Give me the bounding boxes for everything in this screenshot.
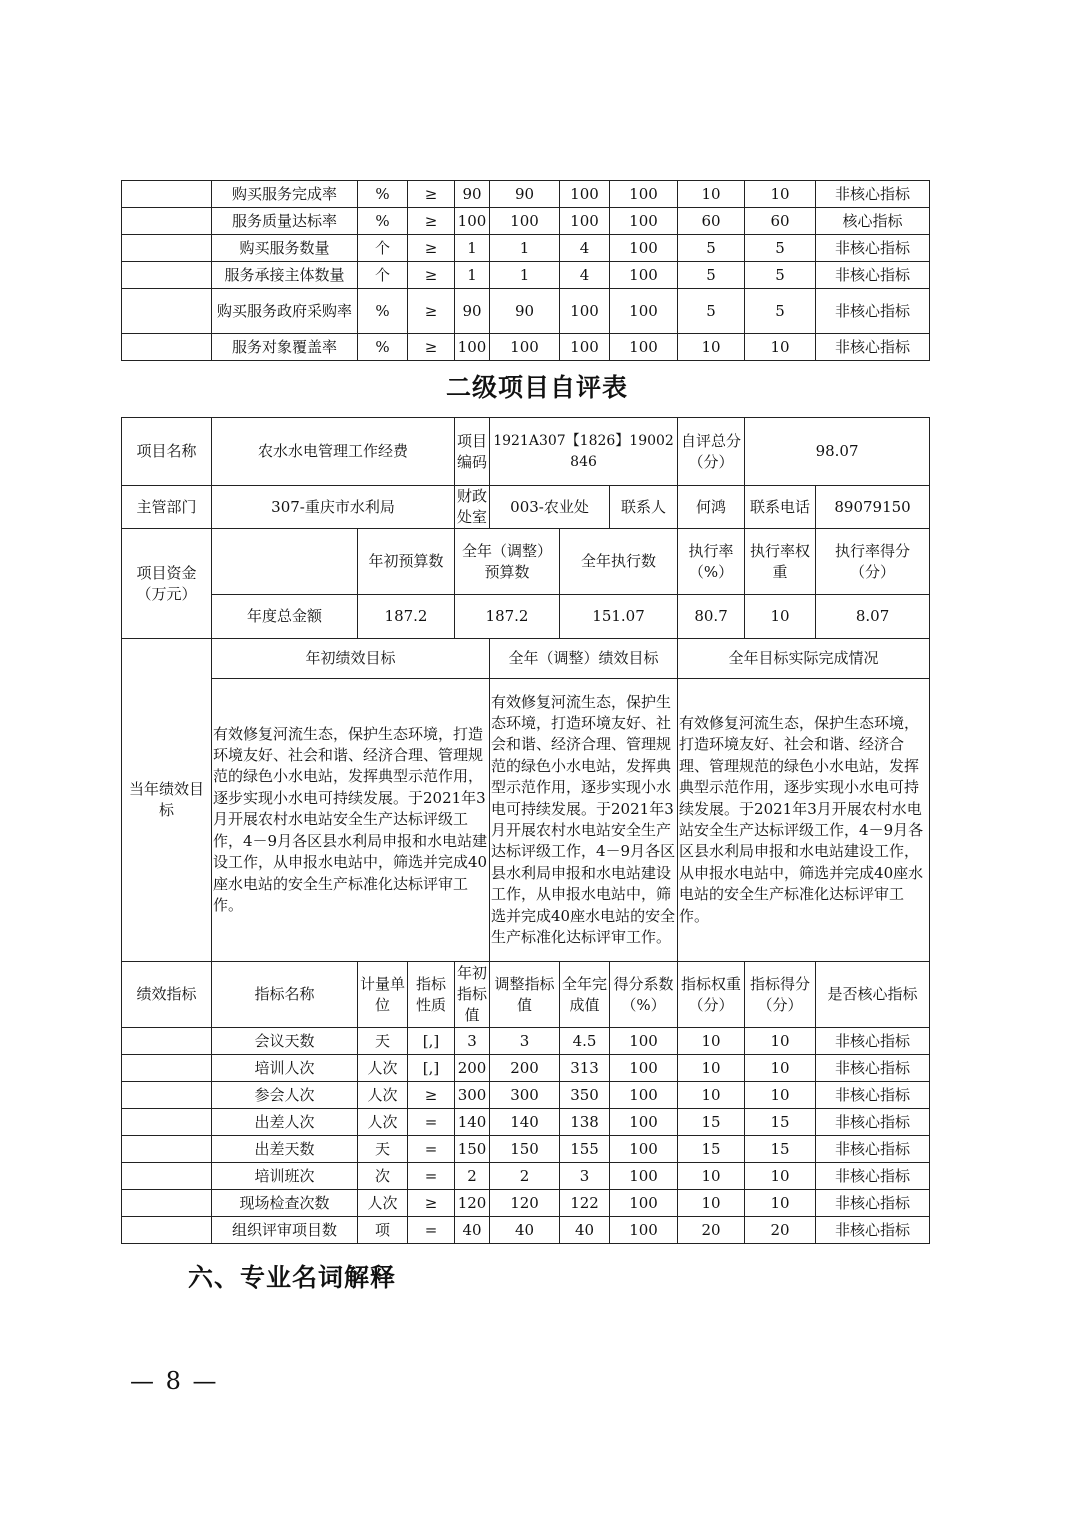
top-adjusted: 1 <box>490 235 560 262</box>
top-row <box>122 262 930 289</box>
top-weight: 10 <box>678 181 745 208</box>
top-nature: ≥ <box>408 262 455 289</box>
indicator-initial: 40 <box>455 1217 490 1244</box>
top-row <box>122 334 930 361</box>
top-core: 非核心指标 <box>816 181 930 208</box>
top-blank-cell <box>122 235 212 262</box>
indicator-weight: 20 <box>678 1217 745 1244</box>
project-code-label: 项目编码 <box>455 418 490 486</box>
top-blank-cell <box>122 181 212 208</box>
ind-h-unit: 计量单位 <box>358 962 408 1028</box>
goals-header-row <box>122 639 930 679</box>
indicator-blank-cell <box>122 1055 212 1082</box>
goals-label: 当年绩效目标 <box>122 639 212 962</box>
indicator-adjusted: 2 <box>490 1163 560 1190</box>
indicator-nature: ≥ <box>408 1082 455 1109</box>
indicator-adjusted: 120 <box>490 1190 560 1217</box>
indicator-core: 非核心指标 <box>816 1136 930 1163</box>
indicator-nature: [,] <box>408 1055 455 1082</box>
funds-weight: 10 <box>745 595 816 639</box>
indicator-initial: 3 <box>455 1028 490 1055</box>
ind-h-core: 是否核心指标 <box>816 962 930 1028</box>
top-score: 5 <box>745 289 816 334</box>
contact-value: 何鸿 <box>678 486 745 529</box>
indicator-row <box>122 1217 930 1244</box>
self-score-value: 98.07 <box>745 418 930 486</box>
indicator-initial: 120 <box>455 1190 490 1217</box>
dept-label: 主管部门 <box>122 486 212 529</box>
top-row <box>122 235 930 262</box>
top-unit: % <box>358 181 408 208</box>
indicator-score: 10 <box>745 1082 816 1109</box>
indicator-weight: 10 <box>678 1082 745 1109</box>
indicator-blank-cell <box>122 1163 212 1190</box>
top-blank-cell <box>122 289 212 334</box>
section-heading: 六、专业名词解释 <box>188 1263 397 1292</box>
top-weight: 5 <box>678 262 745 289</box>
top-unit: % <box>358 334 408 361</box>
indicator-name: 培训班次 <box>212 1163 358 1190</box>
indicator-score: 15 <box>745 1109 816 1136</box>
top-score: 10 <box>745 181 816 208</box>
ind-h-score: 指标得分（分） <box>745 962 816 1028</box>
funds-h-weight: 执行率权重 <box>745 529 816 595</box>
top-unit: 个 <box>358 262 408 289</box>
indicator-actual: 4.5 <box>560 1028 610 1055</box>
indicator-name: 出差人次 <box>212 1109 358 1136</box>
top-score: 5 <box>745 262 816 289</box>
indicator-nature: = <box>408 1136 455 1163</box>
indicator-unit: 人次 <box>358 1109 408 1136</box>
indicator-initial: 300 <box>455 1082 490 1109</box>
top-weight: 5 <box>678 289 745 334</box>
indicator-initial: 2 <box>455 1163 490 1190</box>
indicator-score: 10 <box>745 1028 816 1055</box>
goals-initial-text: 有效修复河流生态，保护生态环境，打造环境友好、社会和谐、经济合理、管理规范的绿色小水电站，发挥典型示范作用，逐步实现小水电可持续发展。于2021年3月开展农村水电站安全生产达标评级工作，4－9月各区县水利局申报和水电站建设工作，从申报水电站中，筛选并完成40座水电站的安全生产标准化达标评审工作。 <box>212 679 490 962</box>
top-blank-cell <box>122 262 212 289</box>
indicator-actual: 3 <box>560 1163 610 1190</box>
top-blank-cell <box>122 334 212 361</box>
top-name: 服务质量达标率 <box>212 208 358 235</box>
indicator-blank-cell <box>122 1217 212 1244</box>
indicator-coef: 100 <box>610 1136 678 1163</box>
indicator-row <box>122 1136 930 1163</box>
indicator-row <box>122 1163 930 1190</box>
indicator-unit: 人次 <box>358 1055 408 1082</box>
ind-h-initial: 年初指标值 <box>455 962 490 1028</box>
top-core: 非核心指标 <box>816 334 930 361</box>
page-title: 二级项目自评表 <box>445 373 628 402</box>
office-value: 003-农业处 <box>490 486 610 529</box>
indicator-core: 非核心指标 <box>816 1163 930 1190</box>
indicator-name: 参会人次 <box>212 1082 358 1109</box>
dept-value: 307-重庆市水利局 <box>212 486 455 529</box>
funds-blank-cell <box>212 529 358 595</box>
funds-header-row <box>122 529 930 595</box>
indicator-weight: 15 <box>678 1136 745 1163</box>
funds-row-label: 年度总金额 <box>212 595 358 639</box>
indicator-unit: 天 <box>358 1136 408 1163</box>
top-core: 核心指标 <box>816 208 930 235</box>
top-coef: 100 <box>610 262 678 289</box>
funds-adjusted: 187.2 <box>455 595 560 639</box>
department-row <box>122 486 930 529</box>
indicator-adjusted: 300 <box>490 1082 560 1109</box>
indicator-initial: 200 <box>455 1055 490 1082</box>
top-unit: 个 <box>358 235 408 262</box>
goals-text-row <box>122 679 930 962</box>
top-actual: 100 <box>560 289 610 334</box>
project-name-label: 项目名称 <box>122 418 212 486</box>
indicator-nature: = <box>408 1109 455 1136</box>
top-actual: 4 <box>560 262 610 289</box>
indicators-label: 绩效指标 <box>122 962 212 1028</box>
top-weight: 60 <box>678 208 745 235</box>
top-coef: 100 <box>610 235 678 262</box>
indicator-weight: 10 <box>678 1163 745 1190</box>
indicator-row <box>122 1055 930 1082</box>
funds-h-score: 执行率得分（分） <box>816 529 930 595</box>
indicator-adjusted: 40 <box>490 1217 560 1244</box>
contact-label: 联系人 <box>610 486 678 529</box>
indicator-score: 10 <box>745 1055 816 1082</box>
indicator-row <box>122 1109 930 1136</box>
indicator-coef: 100 <box>610 1055 678 1082</box>
indicator-core: 非核心指标 <box>816 1109 930 1136</box>
top-actual: 100 <box>560 208 610 235</box>
indicator-weight: 15 <box>678 1109 745 1136</box>
office-label: 财政处室 <box>455 486 490 529</box>
top-adjusted: 100 <box>490 334 560 361</box>
indicator-initial: 140 <box>455 1109 490 1136</box>
top-coef: 100 <box>610 334 678 361</box>
indicator-blank-cell <box>122 1190 212 1217</box>
indicator-row <box>122 1190 930 1217</box>
indicator-coef: 100 <box>610 1163 678 1190</box>
goals-h-initial: 年初绩效目标 <box>212 639 490 679</box>
top-coef: 100 <box>610 208 678 235</box>
top-initial: 90 <box>455 289 490 334</box>
indicator-actual: 155 <box>560 1136 610 1163</box>
top-adjusted: 100 <box>490 208 560 235</box>
indicator-nature: = <box>408 1163 455 1190</box>
goals-actual-text: 有效修复河流生态，保护生态环境，打造环境友好、社会和谐、经济合理、管理规范的绿色小水电站，发挥典型示范作用，逐步实现小水电可持续发展。于2021年3月开展农村水电站安全生产达标评级工作，4－9月各区县水利局申报和水电站建设工作，从申报水电站中，筛选并完成40座水电站的安全生产标准化达标评审工作。 <box>678 679 930 962</box>
top-initial: 90 <box>455 181 490 208</box>
funds-h-executed: 全年执行数 <box>560 529 678 595</box>
indicator-coef: 100 <box>610 1028 678 1055</box>
top-actual: 4 <box>560 235 610 262</box>
top-adjusted: 90 <box>490 181 560 208</box>
top-core: 非核心指标 <box>816 262 930 289</box>
top-weight: 5 <box>678 235 745 262</box>
indicator-core: 非核心指标 <box>816 1190 930 1217</box>
ind-h-name: 指标名称 <box>212 962 358 1028</box>
top-core: 非核心指标 <box>816 235 930 262</box>
top-score: 5 <box>745 235 816 262</box>
ind-h-adjusted: 调整指标值 <box>490 962 560 1028</box>
indicator-name: 现场检查次数 <box>212 1190 358 1217</box>
indicator-adjusted: 200 <box>490 1055 560 1082</box>
top-initial: 100 <box>455 208 490 235</box>
top-score: 10 <box>745 334 816 361</box>
indicator-coef: 100 <box>610 1190 678 1217</box>
top-initial: 1 <box>455 262 490 289</box>
goals-h-actual: 全年目标实际完成情况 <box>678 639 930 679</box>
top-actual: 100 <box>560 181 610 208</box>
indicator-adjusted: 150 <box>490 1136 560 1163</box>
indicator-actual: 313 <box>560 1055 610 1082</box>
self-evaluation-table <box>121 417 930 1244</box>
indicator-core: 非核心指标 <box>816 1082 930 1109</box>
indicators-header-row <box>122 962 930 1028</box>
top-unit: % <box>358 289 408 334</box>
top-row <box>122 208 930 235</box>
indicator-unit: 人次 <box>358 1190 408 1217</box>
funds-label: 项目资金（万元） <box>122 529 212 639</box>
indicator-name: 会议天数 <box>212 1028 358 1055</box>
indicator-weight: 10 <box>678 1190 745 1217</box>
goals-h-adjusted: 全年（调整）绩效目标 <box>490 639 678 679</box>
indicator-weight: 10 <box>678 1028 745 1055</box>
self-score-label: 自评总分（分） <box>678 418 745 486</box>
indicator-unit: 项 <box>358 1217 408 1244</box>
indicator-actual: 350 <box>560 1082 610 1109</box>
top-initial: 1 <box>455 235 490 262</box>
funds-rate: 80.7 <box>678 595 745 639</box>
indicator-score: 20 <box>745 1217 816 1244</box>
ind-h-actual: 全年完成值 <box>560 962 610 1028</box>
top-nature: ≥ <box>408 235 455 262</box>
funds-score: 8.07 <box>816 595 930 639</box>
ind-h-nature: 指标性质 <box>408 962 455 1028</box>
indicator-coef: 100 <box>610 1082 678 1109</box>
indicator-row <box>122 1028 930 1055</box>
top-name: 服务对象覆盖率 <box>212 334 358 361</box>
top-row <box>122 181 930 208</box>
top-nature: ≥ <box>408 289 455 334</box>
indicator-unit: 次 <box>358 1163 408 1190</box>
indicator-name: 组织评审项目数 <box>212 1217 358 1244</box>
page-number: — 8 — <box>130 1367 219 1395</box>
top-blank-cell <box>122 208 212 235</box>
indicator-nature: = <box>408 1217 455 1244</box>
ind-h-coef: 得分系数（%） <box>610 962 678 1028</box>
indicator-weight: 10 <box>678 1055 745 1082</box>
indicator-coef: 100 <box>610 1217 678 1244</box>
phone-label: 联系电话 <box>745 486 816 529</box>
top-nature: ≥ <box>408 208 455 235</box>
indicator-blank-cell <box>122 1109 212 1136</box>
project-code-value: 1921A307【1826】19002846 <box>490 418 678 486</box>
indicator-unit: 人次 <box>358 1082 408 1109</box>
indicator-blank-cell <box>122 1028 212 1055</box>
ind-h-weight: 指标权重（分） <box>678 962 745 1028</box>
indicator-core: 非核心指标 <box>816 1055 930 1082</box>
indicator-score: 10 <box>745 1163 816 1190</box>
top-coef: 100 <box>610 289 678 334</box>
indicator-adjusted: 3 <box>490 1028 560 1055</box>
top-name: 购买服务完成率 <box>212 181 358 208</box>
indicator-name: 培训人次 <box>212 1055 358 1082</box>
top-name: 购买服务数量 <box>212 235 358 262</box>
top-name: 服务承接主体数量 <box>212 262 358 289</box>
funds-h-rate: 执行率（%） <box>678 529 745 595</box>
top-name: 购买服务政府采购率 <box>212 289 358 334</box>
indicator-coef: 100 <box>610 1109 678 1136</box>
top-unit: % <box>358 208 408 235</box>
top-adjusted: 1 <box>490 262 560 289</box>
funds-h-adjusted: 全年（调整）预算数 <box>455 529 560 595</box>
indicator-blank-cell <box>122 1082 212 1109</box>
project-info-row <box>122 418 930 486</box>
indicator-adjusted: 140 <box>490 1109 560 1136</box>
goals-adjusted-text: 有效修复河流生态，保护生态环境，打造环境友好、社会和谐、经济合理、管理规范的绿色小水电站，发挥典型示范作用，逐步实现小水电可持续发展。于2021年3月开展农村水电站安全生产达标评级工作，4－9月各区县水利局申报和水电站建设工作，从申报水电站中，筛选并完成40座水电站的安全生产标准化达标评审工作。 <box>490 679 678 962</box>
funds-total-row <box>122 595 930 639</box>
top-indicator-table <box>121 180 930 361</box>
indicator-nature: [,] <box>408 1028 455 1055</box>
top-nature: ≥ <box>408 181 455 208</box>
indicator-core: 非核心指标 <box>816 1217 930 1244</box>
indicator-score: 10 <box>745 1190 816 1217</box>
top-weight: 10 <box>678 334 745 361</box>
indicator-score: 15 <box>745 1136 816 1163</box>
indicator-unit: 天 <box>358 1028 408 1055</box>
top-score: 60 <box>745 208 816 235</box>
indicator-name: 出差天数 <box>212 1136 358 1163</box>
indicator-blank-cell <box>122 1136 212 1163</box>
project-name-value: 农水水电管理工作经费 <box>212 418 455 486</box>
funds-executed: 151.07 <box>560 595 678 639</box>
top-adjusted: 90 <box>490 289 560 334</box>
funds-initial: 187.2 <box>358 595 455 639</box>
indicator-initial: 150 <box>455 1136 490 1163</box>
top-initial: 100 <box>455 334 490 361</box>
phone-value: 89079150 <box>816 486 930 529</box>
indicator-row <box>122 1082 930 1109</box>
indicator-nature: ≥ <box>408 1190 455 1217</box>
top-actual: 100 <box>560 334 610 361</box>
top-row <box>122 289 930 334</box>
top-nature: ≥ <box>408 334 455 361</box>
top-coef: 100 <box>610 181 678 208</box>
indicator-actual: 122 <box>560 1190 610 1217</box>
indicator-actual: 40 <box>560 1217 610 1244</box>
top-core: 非核心指标 <box>816 289 930 334</box>
funds-h-initial: 年初预算数 <box>358 529 455 595</box>
indicator-core: 非核心指标 <box>816 1028 930 1055</box>
indicator-actual: 138 <box>560 1109 610 1136</box>
